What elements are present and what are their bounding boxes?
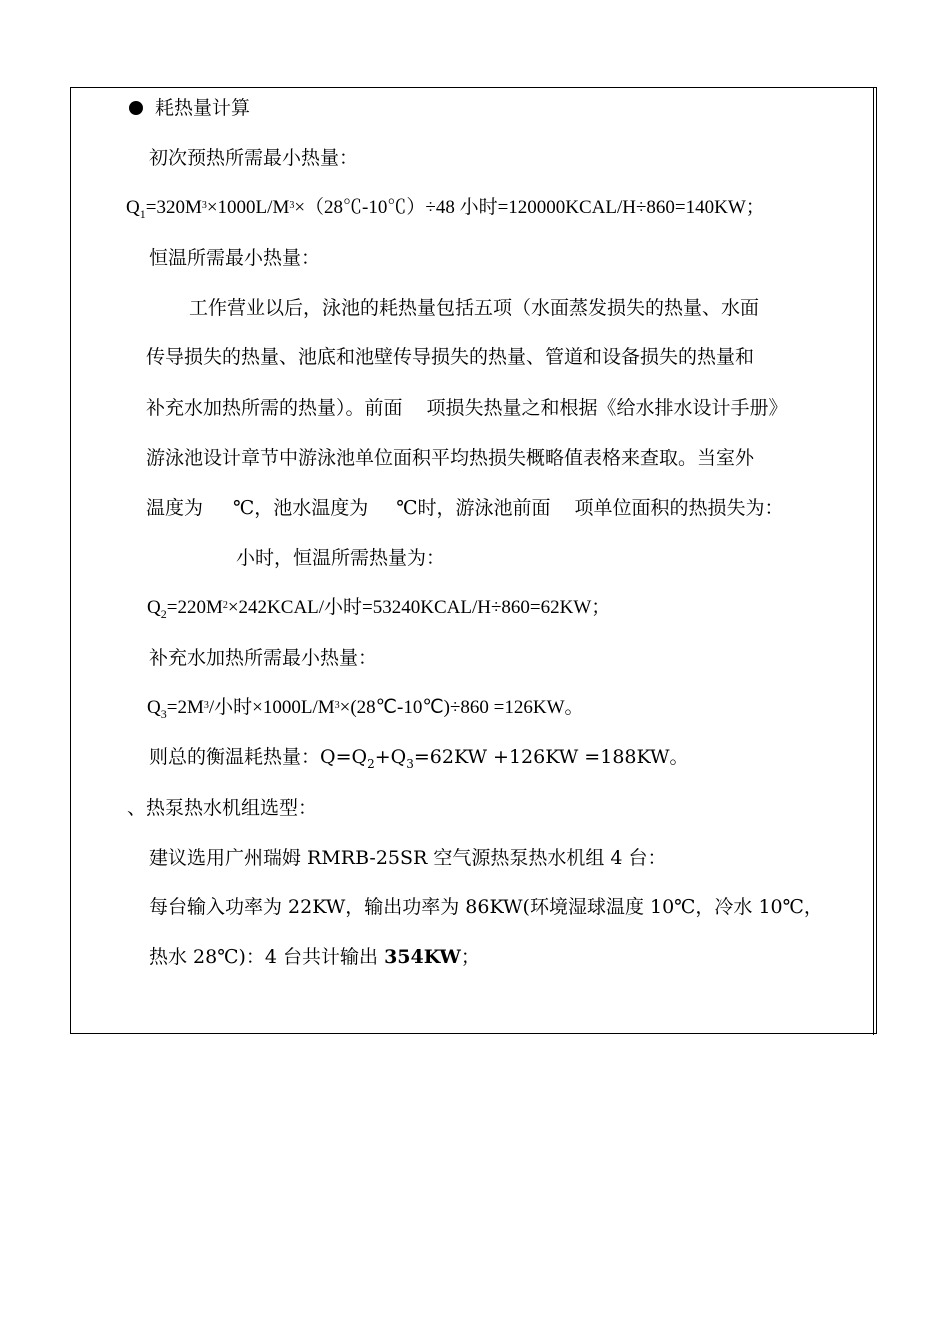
q2-formula: $Q_2=220M^2\times 242KCAL/$小时=53240KCAL/H÷860=62KW；: [147, 597, 611, 621]
heading-text: 耗热量计算: [155, 97, 251, 119]
section-heading-heat-pump: 、热泵热水机组选型：: [127, 797, 318, 819]
selection-line-2: 每台输入功率为 22KW，输出功率为 86KW(环境湿球温度 10℃，冷水 10℃，: [149, 896, 823, 918]
q1-formula: $Q_1=320M^3\times 1000L/M^3\times(28℃-10℃)\div 48$ 小时=120000KCAL/H÷860=140KW；: [126, 197, 765, 221]
document-frame: [70, 87, 877, 1034]
paragraph-line-3: 补充水加热所需的热量）。前面 项损失热量之和根据《给水排水设计手册》: [146, 397, 788, 419]
paragraph-line-6: 小时，恒温所需热量为：: [236, 547, 446, 569]
constant-heat-label: 恒温所需最小热量：: [149, 247, 321, 269]
selection-line-1: 建议选用广州瑞姆 RMRB-25SR 空气源热泵热水机组 4 台：: [149, 847, 667, 869]
heading-line: [129, 96, 250, 120]
paragraph-line-4: 游泳池设计章节中游泳池单位面积平均热损失概略值表格来查取。当室外: [146, 447, 755, 469]
paragraph-line-1: 工作营业以后，泳池的耗热量包括五项（水面蒸发损失的热量、水面: [189, 297, 760, 319]
total-heat-line: 则总的衡温耗热量：$Q=Q_2+Q_3=62KW +126KW =188KW$。: [149, 746, 689, 771]
bullet-icon: [129, 101, 143, 115]
initial-heat-label: 初次预热所需最小热量：: [149, 147, 359, 169]
selection-line-3: 热水 28℃)：4 台共计输出 354KW；: [149, 946, 480, 968]
q3-formula: $Q_3=2M^3/$小时$\times 1000L/M^3\times(28℃-10℃)\div 860 =126KW$。: [147, 697, 584, 721]
paragraph-line-5: 温度为 ℃，池水温度为 ℃时，游泳池前面 项单位面积的热损失为：: [146, 497, 784, 519]
paragraph-line-2: 传导损失的热量、池底和池壁传导损失的热量、管道和设备损失的热量和: [146, 346, 755, 368]
make-up-heat-label: 补充水加热所需最小热量：: [149, 647, 378, 669]
total-output-value: 354KW: [384, 946, 461, 968]
